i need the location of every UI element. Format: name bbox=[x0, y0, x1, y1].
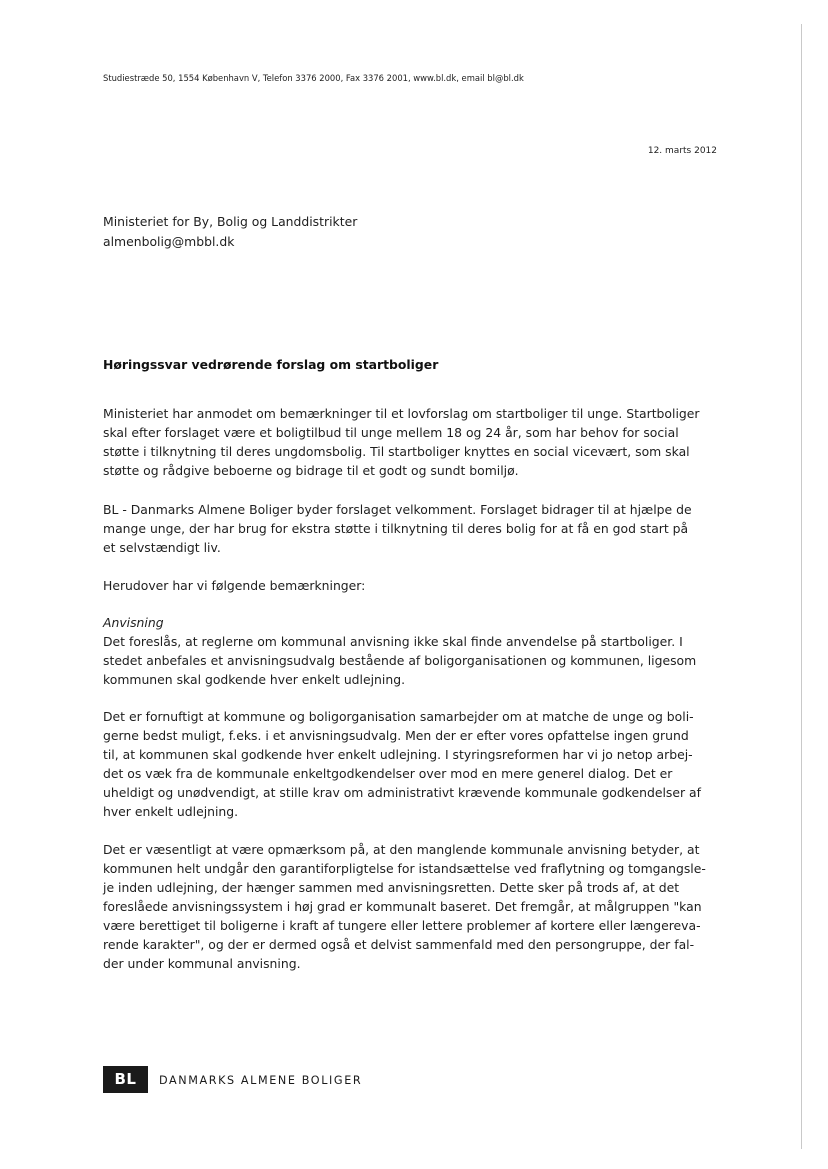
paragraph-cooperation bbox=[103, 707, 723, 821]
paragraph-line: hver enkelt udlejning. bbox=[103, 804, 239, 819]
paragraph-line: uheldigt og unødvendigt, at stille krav om administrativt krævende kommunale godkendelser af bbox=[103, 785, 701, 800]
sender-address: Studiestræde 50, 1554 København V, Telefon 3376 2000, Fax 3376 2001, www.bl.dk, email bl@bl.dk bbox=[103, 73, 524, 83]
recipient-name: Ministeriet for By, Bolig og Landdistrikter bbox=[103, 214, 358, 229]
paragraph-line: støtte i tilknytning til deres ungdomsbolig. Til startboliger knyttes en social vicevært, som skal bbox=[103, 444, 690, 459]
paragraph-line: kommunen skal godkende hver enkelt udlejning. bbox=[103, 672, 406, 687]
section-anvisning bbox=[103, 613, 723, 689]
paragraph-remarks-intro bbox=[103, 576, 723, 595]
paragraph-line: Herudover har vi følgende bemærkninger: bbox=[103, 578, 366, 593]
paragraph-line: støtte og rådgive beboerne og bidrage til et godt og sundt bomiljø. bbox=[103, 463, 519, 478]
paragraph-line: Ministeriet har anmodet om bemærkninger til et lovforslag om startboliger til unge. Startboliger bbox=[103, 406, 700, 421]
recipient-block bbox=[103, 212, 357, 251]
paragraph-guarantee bbox=[103, 840, 723, 973]
paragraph-line: skal efter forslaget være et boligtilbud til unge mellem 18 og 24 år, som har behov for social bbox=[103, 425, 679, 440]
recipient-email: almenbolig@mbbl.dk bbox=[103, 233, 235, 249]
paragraph-line: der under kommunal anvisning. bbox=[103, 956, 301, 971]
paragraph-line: kommunen helt undgår den garantiforpligtelse for istandsættelse ved fraflytning og tomgangsle- bbox=[103, 861, 706, 876]
scan-edge-line bbox=[801, 24, 802, 1149]
paragraph-line: je inden udlejning, der hænger sammen med anvisningsretten. Dette sker på trods af, at det bbox=[103, 880, 680, 895]
paragraph-line: Det er væsentligt at være opmærksom på, at den manglende kommunale anvisning betyder, at bbox=[103, 842, 700, 857]
bl-logo: BL bbox=[103, 1066, 148, 1093]
paragraph-welcome bbox=[103, 500, 723, 557]
paragraph-line: være berettiget til boligerne i kraft af tungere eller lettere problemer af kortere eller længereva- bbox=[103, 918, 701, 933]
letter-date: 12. marts 2012 bbox=[647, 146, 717, 156]
paragraph-line: BL - Danmarks Almene Boliger byder forslaget velkomment. Forslaget bidrager til at hjælpe de bbox=[103, 502, 692, 517]
paragraph-line: Det foreslås, at reglerne om kommunal anvisning ikke skal finde anvendelse på startboliger. I bbox=[103, 634, 683, 649]
paragraph-line: mange unge, der har brug for ekstra støtte i tilknytning til deres bolig for at få en god start på bbox=[103, 521, 689, 536]
paragraph-intro bbox=[103, 404, 723, 480]
paragraph-line: stedet anbefales et anvisningsudvalg bestående af boligorganisationen og kommunen, ligesom bbox=[103, 653, 697, 668]
section-heading: Anvisning bbox=[103, 615, 164, 630]
footer-org-name: DANMARKS ALMENE BOLIGER bbox=[159, 1074, 363, 1087]
paragraph-line: foreslåede anvisningssystem i høj grad er kommunalt baseret. Det fremgår, at målgruppen "kan bbox=[103, 899, 702, 914]
paragraph-line: Det er fornuftigt at kommune og boligorganisation samarbejder om at matche de unge og boli- bbox=[103, 709, 694, 724]
paragraph-line: et selvstændigt liv. bbox=[103, 540, 221, 555]
paragraph-line: til, at kommunen skal godkende hver enkelt udlejning. I styringsreformen har vi jo netop arbej- bbox=[103, 747, 693, 762]
paragraph-line: gerne bedst muligt, f.eks. i et anvisningsudvalg. Men der er efter vores opfattelse ingen grund bbox=[103, 728, 689, 743]
paragraph-line: det os væk fra de kommunale enkeltgodkendelser over mod en mere generel dialog. Det er bbox=[103, 766, 673, 781]
letter-subject: Høringssvar vedrørende forslag om startboliger bbox=[103, 357, 439, 372]
paragraph-line: rende karakter", og der er dermed også et delvist sammenfald med den persongruppe, der fal- bbox=[103, 937, 695, 952]
